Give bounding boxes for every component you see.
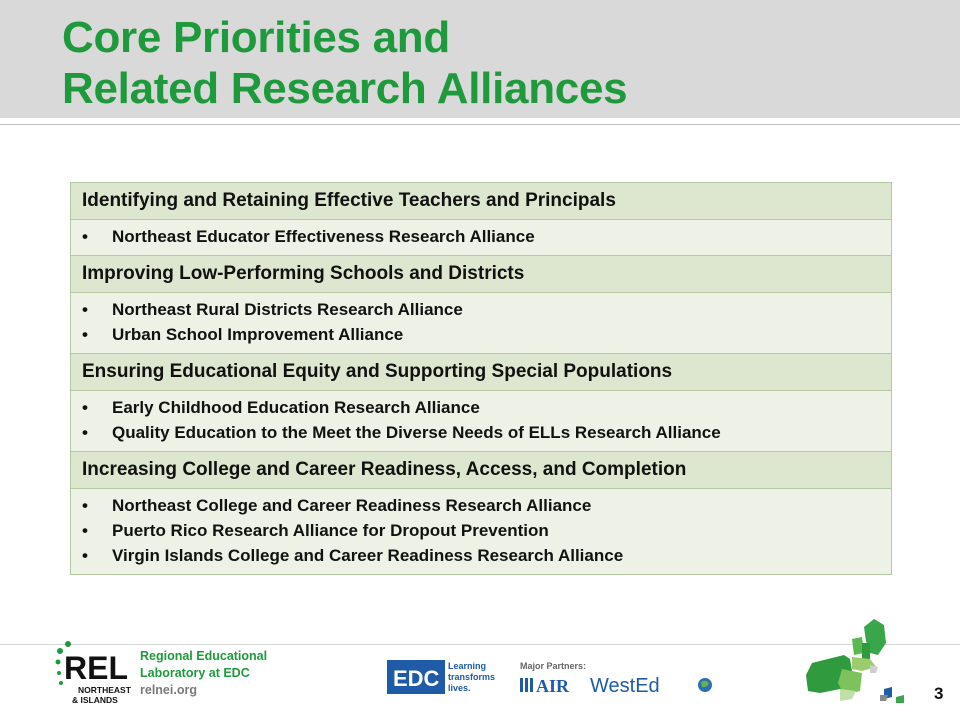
- svg-text:transforms: transforms: [448, 672, 496, 682]
- northeast-map-icon: [800, 615, 925, 710]
- org-line-1: Regional Educational: [140, 649, 268, 663]
- alliance-item: • Early Childhood Education Research Alliance: [82, 398, 480, 417]
- alliance-list: [82, 493, 891, 568]
- alliance-list: [82, 297, 891, 347]
- rel-logo-icon: [52, 638, 132, 710]
- priority-heading-row: [71, 354, 892, 391]
- svg-text:& ISLANDS: & ISLANDS: [72, 695, 118, 705]
- priority-heading: Ensuring Educational Equity and Supporting Special Populations: [71, 354, 892, 391]
- alliance-item: • Urban School Improvement Alliance: [82, 325, 404, 344]
- wested-logo-icon: [590, 675, 712, 697]
- alliance-list: [82, 395, 891, 445]
- alliance-list: [82, 224, 891, 249]
- org-url-link[interactable]: relnei.org: [140, 683, 197, 697]
- svg-text:REL: REL: [64, 650, 128, 686]
- org-line-2: Laboratory at EDC: [140, 666, 250, 680]
- rel-org-text: [140, 648, 267, 699]
- svg-text:WestEd: WestEd: [590, 675, 660, 697]
- partners-label: Major Partners:: [520, 661, 587, 671]
- alliance-list-row: [71, 293, 892, 354]
- alliance-list-row: [71, 489, 892, 575]
- priority-heading: Increasing College and Career Readiness, Access, and Completion: [71, 452, 892, 489]
- svg-text:Learning: Learning: [448, 661, 487, 671]
- edc-logo-icon: [387, 660, 497, 694]
- priority-heading: Improving Low-Performing Schools and Districts: [71, 256, 892, 293]
- alliance-item: • Northeast Educator Effectiveness Research Alliance: [82, 227, 535, 246]
- alliance-item: • Puerto Rico Research Alliance for Dropout Prevention: [82, 521, 549, 540]
- header-divider: [0, 124, 960, 125]
- page-number: 3: [934, 684, 944, 703]
- alliance-item: • Quality Education to the Meet the Diverse Needs of ELLs Research Alliance: [82, 423, 721, 442]
- priorities-table: [70, 182, 892, 575]
- alliance-item: • Virgin Islands College and Career Readiness Research Alliance: [82, 546, 624, 565]
- priority-heading-row: [71, 256, 892, 293]
- alliance-item: • Northeast Rural Districts Research Alliance: [82, 300, 463, 319]
- priority-heading: Identifying and Retaining Effective Teachers and Principals: [71, 183, 892, 220]
- svg-text:AIR: AIR: [536, 676, 570, 696]
- slide-title: [62, 12, 627, 114]
- slide-title-line-1: Core Priorities and: [62, 13, 450, 62]
- svg-text:EDC: EDC: [393, 666, 440, 691]
- alliance-list-row: [71, 391, 892, 452]
- major-partners-logos: [518, 660, 718, 700]
- priority-heading-row: [71, 452, 892, 489]
- svg-text:NORTHEAST: NORTHEAST: [78, 685, 131, 695]
- alliance-item: • Northeast College and Career Readiness Research Alliance: [82, 496, 592, 515]
- svg-text:lives.: lives.: [448, 683, 471, 693]
- alliance-list-row: [71, 220, 892, 256]
- priority-heading-row: [71, 183, 892, 220]
- slide-title-line-2: Related Research Alliances: [62, 64, 628, 113]
- air-logo-icon: [520, 676, 570, 696]
